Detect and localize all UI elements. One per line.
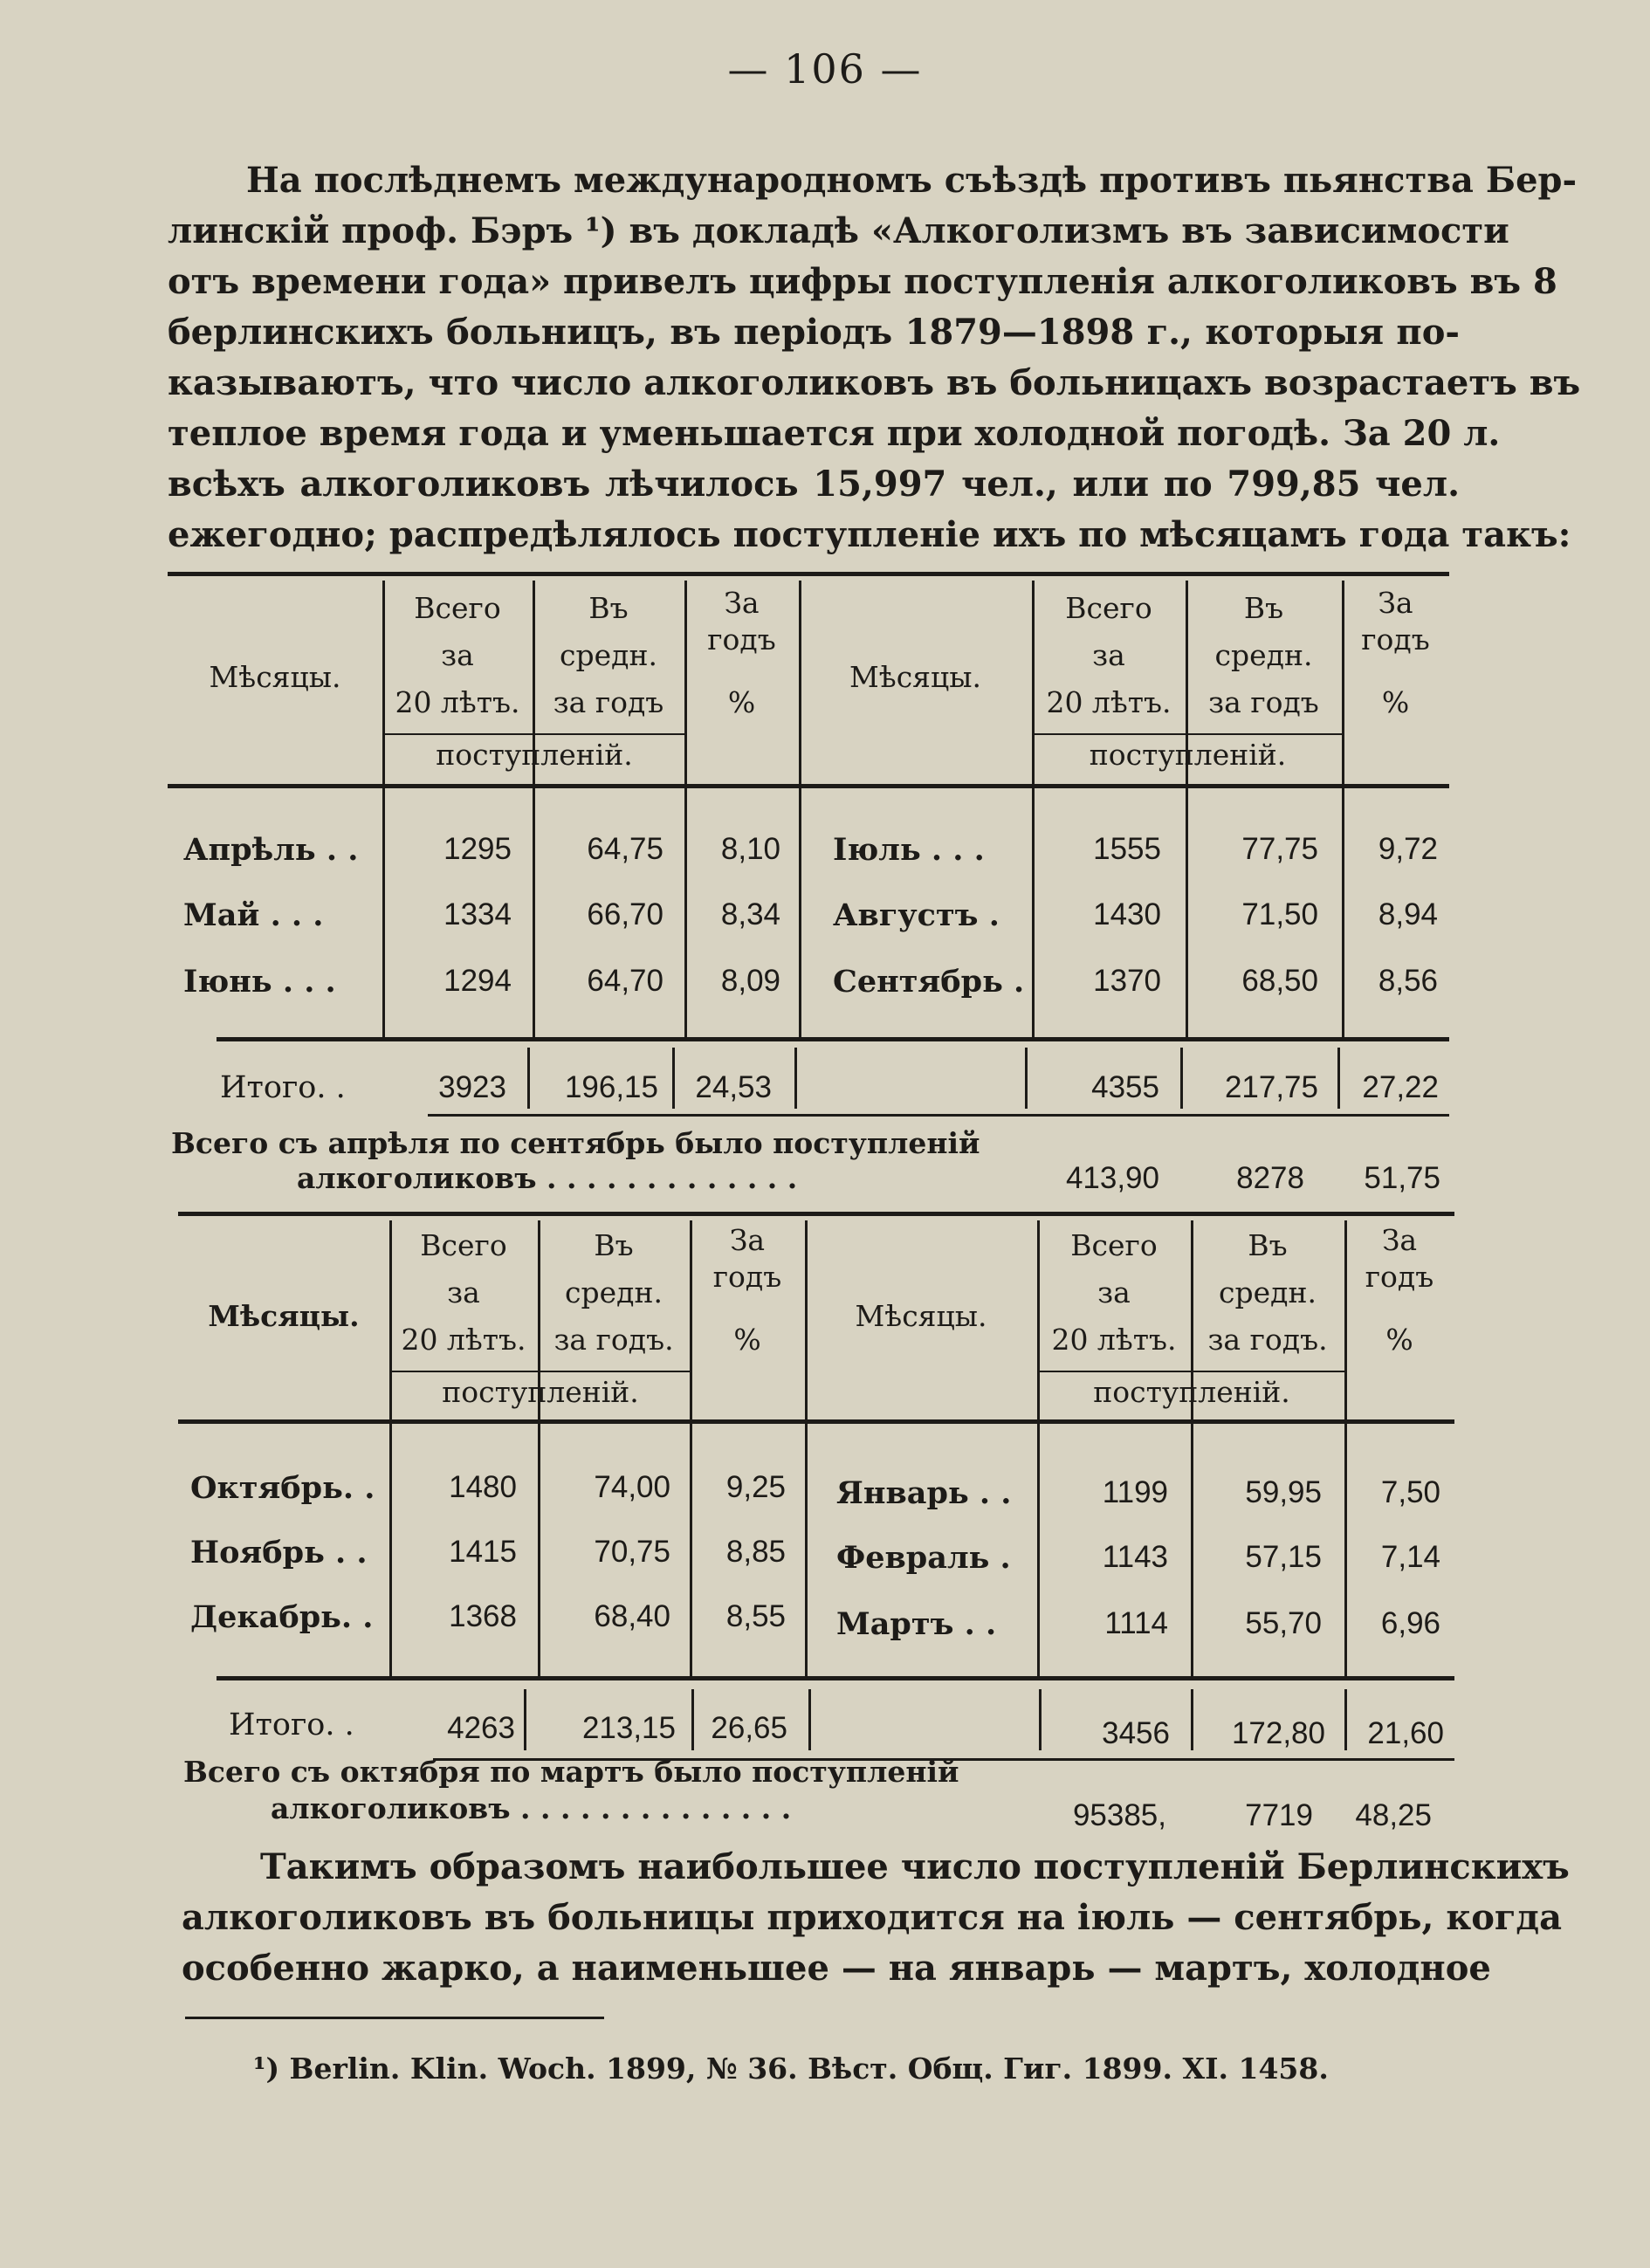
average-cell: 172,80: [1231, 1716, 1325, 1750]
month-cell: Іюль . . .: [833, 832, 985, 868]
header-percent: [1342, 585, 1449, 721]
header-months: Мѣсяцы.: [208, 1299, 360, 1333]
header-text: Всего: [414, 591, 501, 625]
header-text: годъ: [1365, 1260, 1434, 1294]
table-top-rule: [178, 1212, 1454, 1216]
summary-value: 413,90: [1065, 1161, 1159, 1195]
month-cell: Октябрь. .: [190, 1470, 375, 1506]
header-months: Мѣсяцы.: [209, 660, 341, 694]
header-text: 20 лѣтъ.: [395, 685, 520, 719]
header-text: %: [727, 685, 756, 719]
header-text: За: [724, 586, 760, 620]
month-cell: Сентябрь .: [833, 964, 1025, 1000]
total-cell: 1430: [1093, 897, 1161, 931]
text-line: Такимъ образомъ наибольшее число поступленій Берлинскихъ: [260, 1846, 1570, 1887]
percent-cell: 7,50: [1380, 1475, 1440, 1509]
total-cell: 1334: [443, 897, 512, 931]
header-total: [382, 585, 533, 726]
month-cell: Іюнь . . .: [183, 964, 336, 1000]
col-divider: [794, 1048, 797, 1109]
text-line: особенно жарко, а наименьшее — на январь — мартъ, холодное: [182, 1948, 1491, 1989]
total-cell: 3923: [438, 1070, 506, 1104]
header-text: За: [729, 1223, 766, 1257]
col-divider: [799, 581, 801, 1039]
header-percent: [684, 585, 799, 721]
brace-rule: [428, 1114, 1449, 1117]
header-average: [1186, 585, 1342, 726]
percent-cell: 7,14: [1380, 1540, 1440, 1574]
average-cell: 55,70: [1245, 1606, 1322, 1640]
header-bottom-rule: [168, 784, 1449, 788]
percent-cell: 9,72: [1378, 832, 1438, 866]
header-percent: [1344, 1222, 1454, 1358]
total-cell: 1114: [1104, 1606, 1168, 1640]
header-total: [1032, 585, 1186, 726]
average-cell: 64,75: [587, 832, 663, 866]
header-text: средн.: [1219, 1275, 1317, 1309]
text-line: теплое время года и уменьшается при холодной погодѣ. За 20 л.: [168, 413, 1501, 454]
header-text: Въ: [1248, 1228, 1288, 1262]
average-cell: 68,50: [1241, 964, 1318, 998]
header-total: [1037, 1222, 1191, 1364]
average-cell: 68,40: [594, 1599, 670, 1633]
average-cell: 59,95: [1245, 1475, 1322, 1509]
header-text: годъ: [712, 1260, 782, 1294]
total-cell: 1415: [449, 1535, 517, 1569]
header-bottom-rule: [178, 1419, 1454, 1424]
header-text: за: [441, 638, 474, 672]
average-cell: 77,75: [1241, 832, 1318, 866]
header-text: Въ: [588, 591, 629, 625]
header-months: Мѣсяцы.: [849, 660, 981, 694]
percent-cell: 9,25: [725, 1470, 786, 1504]
month-cell: Февраль .: [836, 1540, 1011, 1576]
percent-cell: 8,56: [1378, 964, 1438, 998]
table-top-rule: [168, 572, 1449, 576]
header-text: за годъ.: [553, 1323, 674, 1357]
footnote-rule: [185, 2017, 604, 2019]
percent-cell: 24,53: [695, 1070, 772, 1104]
header-text: за годъ: [1208, 685, 1319, 719]
total-cell: 3456: [1102, 1716, 1170, 1750]
text-line: На послѣднемъ международномъ съѣздѣ противъ пьянства Бер-: [246, 160, 1578, 201]
header-text: средн.: [565, 1275, 663, 1309]
average-cell: 66,70: [587, 897, 663, 931]
total-cell: 1480: [449, 1470, 517, 1504]
totals-rule: [217, 1676, 1454, 1680]
average-cell: 217,75: [1224, 1070, 1318, 1104]
percent-cell: 8,09: [720, 964, 780, 998]
header-text: Всего: [420, 1228, 507, 1262]
month-cell: Январь . .: [836, 1475, 1012, 1511]
header-percent: [690, 1222, 805, 1358]
page-number: — 106 —: [727, 45, 923, 93]
text-line: линскій проф. Бэръ ¹) въ докладѣ «Алкоголизмъ въ зависимости: [168, 210, 1509, 251]
summary-value: 7719: [1245, 1798, 1313, 1832]
percent-cell: 8,55: [725, 1599, 786, 1633]
month-cell: Августъ .: [833, 897, 1000, 933]
text-line: алкоголиковъ въ больницы приходится на іюль — сентябрь, когда: [182, 1897, 1562, 1938]
percent-cell: 8,10: [720, 832, 780, 866]
header-text: за: [1097, 1275, 1131, 1309]
percent-cell: 26,65: [711, 1711, 787, 1745]
header-text: За: [1378, 586, 1413, 620]
header-text: за годъ: [553, 685, 664, 719]
header-text: средн.: [560, 638, 657, 672]
col-divider: [808, 1689, 811, 1750]
total-cell: 1295: [443, 832, 512, 866]
header-average: [533, 585, 684, 726]
percent-cell: 27,22: [1362, 1070, 1439, 1104]
footnote: ¹) Berlin. Klin. Woch. 1899, № 36. Вѣст. Общ. Гиг. 1899. XI. 1458.: [253, 2052, 1329, 2086]
header-text: %: [733, 1323, 761, 1357]
summary-value: 95385,: [1072, 1798, 1166, 1832]
header-text: 20 лѣтъ.: [401, 1323, 526, 1357]
header-text: Въ: [1243, 591, 1284, 625]
header-average: [1191, 1222, 1344, 1364]
summary-text: Всего съ апрѣля по сентябрь было поступленій: [171, 1126, 980, 1160]
total-cell: 1368: [449, 1599, 517, 1633]
header-text: 20 лѣтъ.: [1046, 685, 1172, 719]
total-cell: 1555: [1093, 832, 1161, 866]
header-text: 20 лѣтъ.: [1051, 1323, 1177, 1357]
month-cell: Ноябрь . .: [190, 1535, 368, 1570]
header-total: [389, 1222, 538, 1364]
summary-text: алкоголиковъ . . . . . . . . . . . . . .: [271, 1791, 792, 1825]
average-cell: 74,00: [594, 1470, 670, 1504]
total-cell: 1370: [1093, 964, 1161, 998]
percent-cell: 6,96: [1380, 1606, 1440, 1640]
header-text: За: [1381, 1223, 1418, 1257]
month-cell: Май . . .: [183, 897, 324, 933]
text-line: берлинскихъ больницъ, въ періодъ 1879—1898 г., которыя по-: [168, 312, 1460, 353]
average-cell: 71,50: [1241, 897, 1318, 931]
header-admissions: поступленій.: [1093, 1375, 1290, 1409]
month-cell: Мартъ . .: [836, 1606, 997, 1642]
outro-paragraph: [182, 1842, 1570, 1994]
percent-cell: 21,60: [1367, 1716, 1444, 1750]
percent-cell: 8,94: [1378, 897, 1438, 931]
header-text: средн.: [1214, 638, 1313, 672]
average-cell: 57,15: [1245, 1540, 1322, 1574]
percent-cell: 8,34: [720, 897, 780, 931]
header-text: %: [1385, 1323, 1413, 1357]
header-text: %: [1381, 685, 1410, 719]
header-months: Мѣсяцы.: [855, 1299, 987, 1333]
totals-label: Итого. .: [229, 1708, 354, 1742]
totals-label: Итого. .: [220, 1070, 346, 1105]
average-cell: 213,15: [581, 1711, 676, 1745]
average-cell: 70,75: [594, 1535, 670, 1569]
header-text: Всего: [1070, 1228, 1158, 1262]
header-admissions: поступленій.: [1089, 738, 1287, 772]
summary-value: 8278: [1236, 1161, 1304, 1195]
summary-value: 48,25: [1355, 1798, 1432, 1832]
header-average: [538, 1222, 690, 1364]
summary-text: Всего съ октября по мартъ было поступленій: [183, 1755, 959, 1789]
month-cell: Апрѣль . .: [183, 832, 359, 868]
header-text: Въ: [594, 1228, 634, 1262]
header-text: Всего: [1065, 591, 1152, 625]
text-line: отъ времени года» привелъ цифры поступленія алкоголиковъ въ 8: [168, 261, 1557, 302]
col-divider: [805, 1220, 808, 1676]
total-cell: 1143: [1102, 1540, 1168, 1574]
total-cell: 1294: [443, 964, 512, 998]
totals-rule: [217, 1037, 1449, 1041]
average-cell: 196,15: [564, 1070, 658, 1104]
header-text: за: [1092, 638, 1125, 672]
total-cell: 1199: [1102, 1475, 1168, 1509]
text-line: казываютъ, что число алкоголиковъ въ больницахъ возрастаетъ въ: [168, 362, 1581, 403]
summary-value: 51,75: [1364, 1161, 1440, 1195]
header-admissions: поступленій.: [442, 1375, 639, 1409]
header-admissions: поступленій.: [436, 738, 633, 772]
header-text: за годъ.: [1207, 1323, 1328, 1357]
text-line: всѣхъ алкоголиковъ лѣчилось 15,997 чел., или по 799,85 чел.: [168, 464, 1460, 505]
summary-text: алкоголиковъ . . . . . . . . . . . . .: [297, 1161, 798, 1195]
month-cell: Декабрь. .: [190, 1599, 374, 1635]
average-cell: 64,70: [587, 964, 663, 998]
header-text: годъ: [1361, 622, 1430, 656]
header-text: за: [447, 1275, 480, 1309]
total-cell: 4263: [447, 1711, 515, 1745]
percent-cell: 8,85: [725, 1535, 786, 1569]
total-cell: 4355: [1091, 1070, 1159, 1104]
header-text: годъ: [707, 622, 776, 656]
text-line: ежегодно; распредѣлялось поступленіе ихъ по мѣсяцамъ года такъ:: [168, 514, 1571, 555]
intro-paragraph: [168, 155, 1581, 560]
